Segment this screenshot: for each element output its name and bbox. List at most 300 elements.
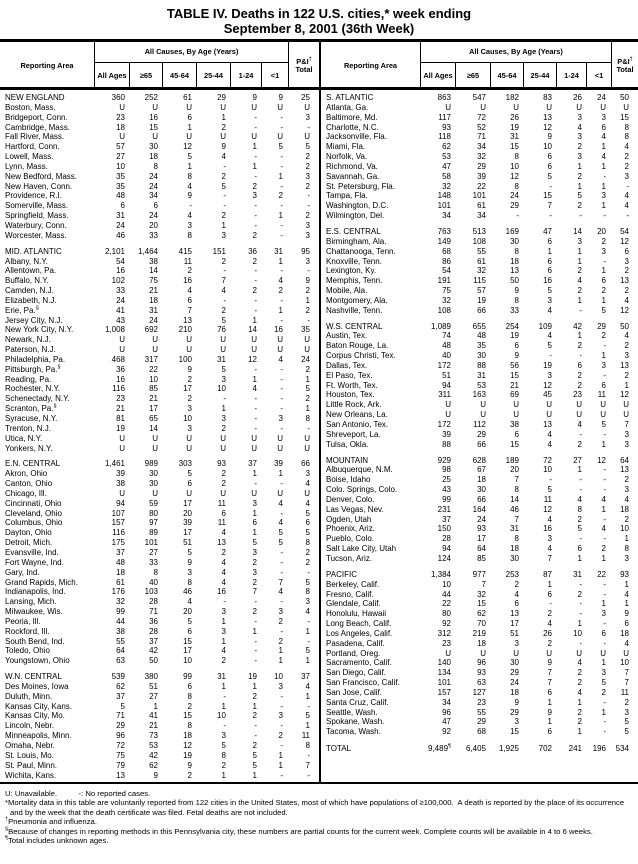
reporting-area-cell: Pasadena, Calif. — [326, 638, 385, 648]
value-cell: 94 — [116, 498, 125, 508]
value-cell: 75 — [116, 750, 125, 760]
value-cell: - — [223, 266, 226, 276]
value-cell: 4 — [547, 439, 552, 449]
value-cell: 101 — [472, 191, 486, 201]
value-cell: 93 — [477, 524, 486, 534]
reporting-area-cell: Syracuse, N.Y. — [5, 414, 58, 423]
value-cell: U — [304, 102, 310, 112]
value-cell: 112 — [473, 420, 486, 429]
value-cell: 31 — [510, 132, 519, 142]
section-total-row — [321, 570, 638, 580]
value-cell: 3 — [305, 112, 310, 122]
value-cell: - — [307, 567, 310, 577]
value-cell: 2 — [305, 557, 310, 567]
column-header-age-2: 45-64 — [491, 63, 524, 90]
value-cell: 8 — [514, 295, 519, 305]
column-header-reporting-area: Reporting Area — [0, 42, 95, 90]
value-cell: 115 — [473, 276, 486, 286]
value-cell: 15 — [543, 191, 552, 201]
value-cell: 16 — [183, 276, 192, 286]
value-cell: 70 — [477, 619, 486, 629]
reporting-area-cell: TOTAL — [326, 744, 352, 754]
value-cell: 30 — [149, 479, 158, 489]
value-cell: 1 — [577, 697, 582, 707]
value-cell: 35 — [116, 171, 125, 181]
value-cell: 4 — [577, 122, 582, 132]
value-cell: - — [280, 374, 283, 384]
value-cell: 2 — [547, 638, 552, 648]
value-cell: - — [280, 161, 283, 171]
value-cell: U — [251, 335, 257, 345]
value-cell: 94 — [442, 380, 451, 390]
value-cell: 1 — [624, 534, 629, 544]
value-cell: 18 — [477, 638, 486, 648]
value-cell: 85 — [149, 384, 158, 394]
value-cell: U — [277, 488, 283, 498]
value-cell: 53 — [442, 152, 451, 162]
value-cell: 71 — [116, 711, 125, 721]
value-cell: - — [603, 341, 606, 351]
table-row — [321, 390, 638, 400]
value-cell: 4 — [577, 494, 582, 504]
value-cell: U — [186, 102, 192, 112]
value-cell: 2 — [221, 423, 226, 433]
value-cell: 17 — [477, 534, 486, 544]
value-cell: - — [280, 770, 283, 780]
value-cell: 32 — [477, 152, 486, 162]
reporting-area-cell: Baton Rouge, La. — [326, 341, 389, 351]
value-cell: 4 — [624, 638, 629, 648]
footnote: *Mortality data in this table are voluntarily reported from 122 cities in the United States, most of which have populations of ≥100,000. A death is reported by the place of its occurrence and by the week that the death certificate was filed. Fetal deaths are not included. — [5, 798, 627, 817]
value-cell: 14 — [248, 325, 257, 335]
footnote-marker: † — [308, 56, 312, 63]
value-cell: 702 — [538, 744, 552, 754]
value-cell: 3 — [305, 256, 310, 266]
value-cell: 2 — [577, 201, 582, 211]
value-cell: 79 — [116, 760, 125, 770]
value-cell: 13 — [510, 609, 519, 619]
value-cell: U — [304, 345, 310, 355]
value-cell: 2 — [305, 364, 310, 374]
value-cell: 31 — [149, 305, 158, 315]
reporting-area-cell: Nashville, Tenn. — [326, 305, 383, 315]
value-cell: - — [189, 201, 192, 211]
reporting-area-cell: Atlanta, Ga. — [326, 102, 369, 112]
value-cell: 2 — [187, 374, 192, 384]
value-cell: - — [280, 547, 283, 557]
column-header-pai-total: P&I† Total — [288, 42, 319, 90]
value-cell: U — [546, 102, 552, 112]
value-cell: 1 — [278, 750, 283, 760]
value-cell: 4 — [624, 142, 629, 152]
value-cell: 1 — [252, 142, 257, 152]
value-cell: 2 — [577, 439, 582, 449]
value-cell: 80 — [149, 508, 158, 518]
value-cell: 7 — [624, 678, 629, 688]
value-cell: 10 — [217, 384, 226, 394]
footnote: †Pneumonia and influenza. — [5, 816, 97, 827]
value-cell: 68 — [477, 727, 486, 737]
value-cell: 21 — [149, 394, 158, 404]
table-row — [0, 646, 319, 656]
value-cell: 1 — [601, 201, 606, 211]
table-row — [321, 123, 638, 133]
table-row — [0, 499, 319, 509]
value-cell: 1 — [252, 315, 257, 325]
value-cell: U — [304, 443, 310, 453]
value-cell: 2 — [252, 691, 257, 701]
value-cell: 32 — [442, 181, 451, 191]
value-cell: 31 — [573, 569, 582, 579]
table-row — [321, 266, 638, 276]
reporting-area-cell: Montgomery, Ala. — [326, 295, 388, 305]
value-cell: - — [280, 315, 283, 325]
value-cell: 1 — [577, 727, 582, 737]
value-cell: 6 — [153, 201, 158, 211]
value-cell: - — [254, 122, 257, 132]
reporting-area-cell: MOUNTAIN — [326, 455, 369, 465]
value-cell: 4 — [305, 498, 310, 508]
value-cell: 5 — [601, 305, 606, 315]
column-header-pai-total: P&I† Total — [611, 42, 638, 90]
value-cell: 9 — [547, 132, 552, 142]
value-cell: 15 — [510, 370, 519, 380]
value-cell: 3 — [305, 469, 310, 479]
value-cell: 5 — [577, 191, 582, 201]
reporting-area-cell: Milwaukee, Wis. — [5, 607, 63, 617]
value-cell: 32 — [442, 295, 451, 305]
value-cell: - — [280, 404, 283, 414]
reporting-area-cell: Sacramento, Calif. — [326, 658, 392, 668]
value-cell: 17 — [149, 404, 158, 414]
table-row — [0, 296, 319, 306]
value-cell: 42 — [149, 750, 158, 760]
reporting-area-cell: Portland, Oreg. — [326, 648, 381, 658]
table-row — [321, 371, 638, 381]
value-cell: 5 — [305, 142, 310, 152]
value-cell: 24 — [597, 93, 606, 102]
value-cell: - — [280, 112, 283, 122]
value-cell: - — [603, 589, 606, 599]
value-cell: 2 — [221, 122, 226, 132]
value-cell: 210 — [178, 325, 192, 335]
value-cell: U — [513, 400, 519, 410]
value-cell: 4 — [624, 589, 629, 599]
reporting-area-cell: Corpus Christi, Tex. — [326, 351, 396, 361]
reporting-area-cell: Santa Cruz, Calif. — [326, 697, 389, 707]
value-cell: 2 — [624, 370, 629, 380]
value-cell: 157 — [437, 687, 451, 697]
value-cell: U — [623, 648, 629, 658]
value-cell: 58 — [442, 171, 451, 181]
value-cell: 118 — [438, 132, 451, 142]
value-cell: 513 — [472, 226, 486, 236]
value-cell: 253 — [505, 569, 519, 579]
value-cell: - — [280, 122, 283, 132]
reporting-area-cell: Worcester, Mass. — [5, 230, 67, 240]
table-title-line1: TABLE IV. Deaths in 122 U.S. cities,* week ending — [166, 6, 472, 21]
value-cell: 3 — [187, 220, 192, 230]
value-cell: 27 — [116, 152, 125, 162]
value-cell: 18 — [620, 504, 629, 514]
value-cell: 37 — [116, 691, 125, 701]
value-cell: 22 — [597, 569, 606, 579]
reporting-area-cell: Knoxville, Tenn. — [326, 256, 382, 266]
value-cell: 8 — [153, 567, 158, 577]
value-cell: 16 — [116, 266, 125, 276]
reporting-area-cell: W.N. CENTRAL — [5, 672, 62, 682]
value-cell: 534 — [615, 744, 629, 754]
reporting-area-cell: Detroit, Mich. — [5, 538, 53, 548]
value-cell: 96 — [442, 707, 451, 717]
value-cell: 10 — [183, 414, 192, 423]
value-cell: 2 — [305, 286, 310, 296]
value-cell: 1 — [221, 112, 226, 122]
value-cell: 24 — [149, 211, 158, 221]
table-row — [0, 587, 319, 597]
value-cell: 99 — [442, 494, 451, 504]
value-cell: 17 — [183, 384, 192, 394]
reporting-area-cell: San Antonio, Tex. — [326, 420, 389, 429]
column-header-age-0: All Ages — [421, 63, 456, 90]
table-row — [321, 286, 638, 296]
value-cell: 2 — [278, 616, 283, 626]
value-cell: 4 — [187, 181, 192, 191]
value-cell: - — [280, 295, 283, 305]
value-cell: 44 — [116, 616, 125, 626]
value-cell: 19 — [477, 295, 486, 305]
value-cell: - — [254, 731, 257, 741]
value-cell: 175 — [111, 538, 125, 548]
value-cell: 14 — [573, 226, 582, 236]
value-cell: 53 — [149, 741, 158, 750]
value-cell: 42 — [573, 321, 582, 331]
value-cell: 10 — [217, 711, 226, 721]
table-row — [0, 316, 319, 326]
reporting-area-cell: Newark, N.J. — [5, 335, 51, 345]
value-cell: 13 — [620, 360, 629, 370]
table-row — [321, 341, 638, 351]
reporting-area-cell: Albany, N.Y. — [5, 256, 48, 266]
reporting-area-cell: Houston, Tex. — [326, 390, 375, 400]
value-cell: 628 — [472, 455, 486, 465]
value-cell: U — [186, 488, 192, 498]
value-cell: 53 — [477, 380, 486, 390]
value-cell: 13 — [183, 315, 192, 325]
value-cell: 1 — [601, 142, 606, 152]
value-cell: 2 — [278, 731, 283, 741]
reporting-area-cell: St. Paul, Minn. — [5, 760, 58, 770]
value-cell: 2 — [221, 256, 226, 266]
value-cell: 4 — [221, 646, 226, 656]
value-cell: 5 — [221, 315, 226, 325]
value-cell: 30 — [477, 485, 486, 495]
table-row — [321, 440, 638, 450]
value-cell: U — [186, 443, 192, 453]
value-cell: 2 — [187, 394, 192, 404]
reporting-area-cell: San Francisco, Calif. — [326, 678, 400, 688]
table-left-half — [0, 42, 319, 782]
value-cell: 7 — [547, 678, 552, 688]
value-cell: 3 — [601, 191, 606, 201]
value-cell: 6 — [624, 246, 629, 256]
reporting-area-cell: Tulsa, Okla. — [326, 439, 369, 449]
value-cell: 17 — [510, 619, 519, 629]
value-cell: 37 — [116, 547, 125, 557]
reporting-area-cell: San Diego, Calif. — [326, 668, 387, 678]
value-cell: U — [445, 102, 451, 112]
table-row — [321, 103, 638, 113]
value-cell: 8 — [514, 534, 519, 544]
value-cell: 6 — [547, 161, 552, 171]
table-body-right — [321, 90, 638, 754]
value-cell: U — [277, 102, 283, 112]
reporting-area-cell: Jersey City, N.J. — [5, 315, 63, 325]
table-row — [0, 558, 319, 568]
value-cell: 1 — [252, 508, 257, 518]
value-cell: 2 — [624, 475, 629, 485]
value-cell: U — [251, 102, 257, 112]
value-cell: 8 — [187, 230, 192, 240]
value-cell: 28 — [442, 534, 451, 544]
value-cell: 4 — [278, 518, 283, 528]
value-cell: U — [119, 345, 125, 355]
reporting-area-cell: Buffalo, N.Y. — [5, 276, 49, 286]
reporting-area-cell: Reading, Pa. — [5, 374, 52, 384]
value-cell: 2 — [577, 286, 582, 296]
value-cell: 10 — [543, 142, 552, 152]
value-cell: 30 — [149, 469, 158, 479]
table-row — [321, 590, 638, 600]
table-row — [0, 761, 319, 771]
column-header-age-3: 25-44 — [197, 63, 231, 90]
value-cell: U — [220, 433, 226, 443]
value-cell: 2 — [577, 266, 582, 276]
reporting-area-cell: Toledo, Ohio — [5, 646, 50, 656]
table-row — [321, 524, 638, 534]
reporting-area-cell: Phoenix, Ariz. — [326, 524, 375, 534]
value-cell: U — [600, 400, 606, 410]
value-cell: 5 — [547, 286, 552, 296]
value-cell: 3 — [577, 152, 582, 162]
table-row — [0, 266, 319, 276]
value-cell: 3 — [601, 112, 606, 122]
value-cell: 12 — [620, 236, 629, 246]
value-cell: 9 — [547, 658, 552, 668]
reporting-area-cell: Washington, D.C. — [326, 201, 389, 211]
value-cell: 4 — [278, 498, 283, 508]
column-header-age-group: All Causes, By Age (Years) — [421, 42, 611, 63]
value-cell: 7 — [221, 276, 226, 286]
value-cell: 34 — [149, 191, 158, 201]
section-total-row — [0, 459, 319, 469]
value-cell: - — [579, 599, 582, 609]
value-cell: - — [603, 475, 606, 485]
table-row — [321, 534, 638, 544]
table-row — [0, 597, 319, 607]
reporting-area-cell: Duluth, Minn. — [5, 691, 53, 701]
value-cell: 2 — [601, 544, 606, 554]
value-cell: U — [304, 132, 310, 142]
value-cell: - — [223, 721, 226, 731]
value-cell: 57 — [116, 142, 125, 152]
value-cell: 4 — [221, 567, 226, 577]
value-cell: 2 — [221, 479, 226, 489]
value-cell: U — [480, 648, 486, 658]
value-cell: 3 — [577, 112, 582, 122]
value-cell: 1 — [577, 256, 582, 266]
reporting-area-cell: Tucson, Ariz. — [326, 553, 372, 563]
value-cell: 6 — [577, 544, 582, 554]
value-cell: - — [223, 691, 226, 701]
value-cell: - — [254, 305, 257, 315]
value-cell: 6 — [601, 380, 606, 390]
reporting-area-cell: South Bend, Ind. — [5, 636, 65, 646]
table-row — [0, 627, 319, 637]
value-cell: 35 — [301, 325, 310, 335]
value-cell: 15 — [510, 142, 519, 152]
value-cell: 18 — [620, 628, 629, 638]
value-cell: 25 — [442, 475, 451, 485]
value-cell: 4 — [221, 152, 226, 162]
reporting-area-cell: E.S. CENTRAL — [326, 226, 381, 236]
value-cell: 27 — [149, 691, 158, 701]
table-row — [321, 420, 638, 430]
value-cell: 96 — [116, 731, 125, 741]
value-cell: 977 — [472, 569, 486, 579]
value-cell: 4 — [624, 295, 629, 305]
value-cell: 19 — [543, 360, 552, 370]
value-cell: 21 — [510, 380, 519, 390]
value-cell: 5 — [305, 384, 310, 394]
value-cell: 18 — [149, 152, 158, 162]
value-cell: 2 — [221, 760, 226, 770]
value-cell: 17 — [183, 498, 192, 508]
value-cell: 415 — [178, 246, 192, 256]
footnotes — [0, 784, 638, 845]
value-cell: 16 — [543, 524, 552, 534]
value-cell: 3 — [624, 171, 629, 181]
value-cell: U — [220, 335, 226, 345]
reporting-area-cell: Grand Rapids, Mich. — [5, 577, 78, 587]
value-cell: - — [307, 750, 310, 760]
value-cell: 1 — [601, 295, 606, 305]
value-cell: 1 — [252, 161, 257, 171]
value-cell: - — [549, 211, 552, 221]
value-cell: 1 — [305, 691, 310, 701]
value-cell: 15 — [183, 711, 192, 721]
value-cell: 547 — [472, 93, 486, 102]
value-cell: - — [280, 394, 283, 404]
value-cell: 4 — [547, 429, 552, 439]
value-cell: 63 — [116, 656, 125, 666]
value-cell: 1 — [252, 626, 257, 636]
table-row — [321, 381, 638, 391]
table-row — [0, 528, 319, 538]
table-row — [0, 489, 319, 499]
value-cell: 71 — [149, 607, 158, 617]
value-cell: 2 — [601, 286, 606, 296]
value-cell: 16 — [116, 374, 125, 384]
value-cell: 1 — [305, 374, 310, 384]
value-cell: 9 — [187, 557, 192, 567]
value-cell: - — [280, 220, 283, 230]
value-cell: - — [280, 721, 283, 731]
value-cell: - — [254, 201, 257, 211]
value-cell: 2 — [252, 577, 257, 587]
reporting-area-cell: New Bedford, Mass. — [5, 171, 78, 181]
value-cell: 8 — [624, 132, 629, 142]
